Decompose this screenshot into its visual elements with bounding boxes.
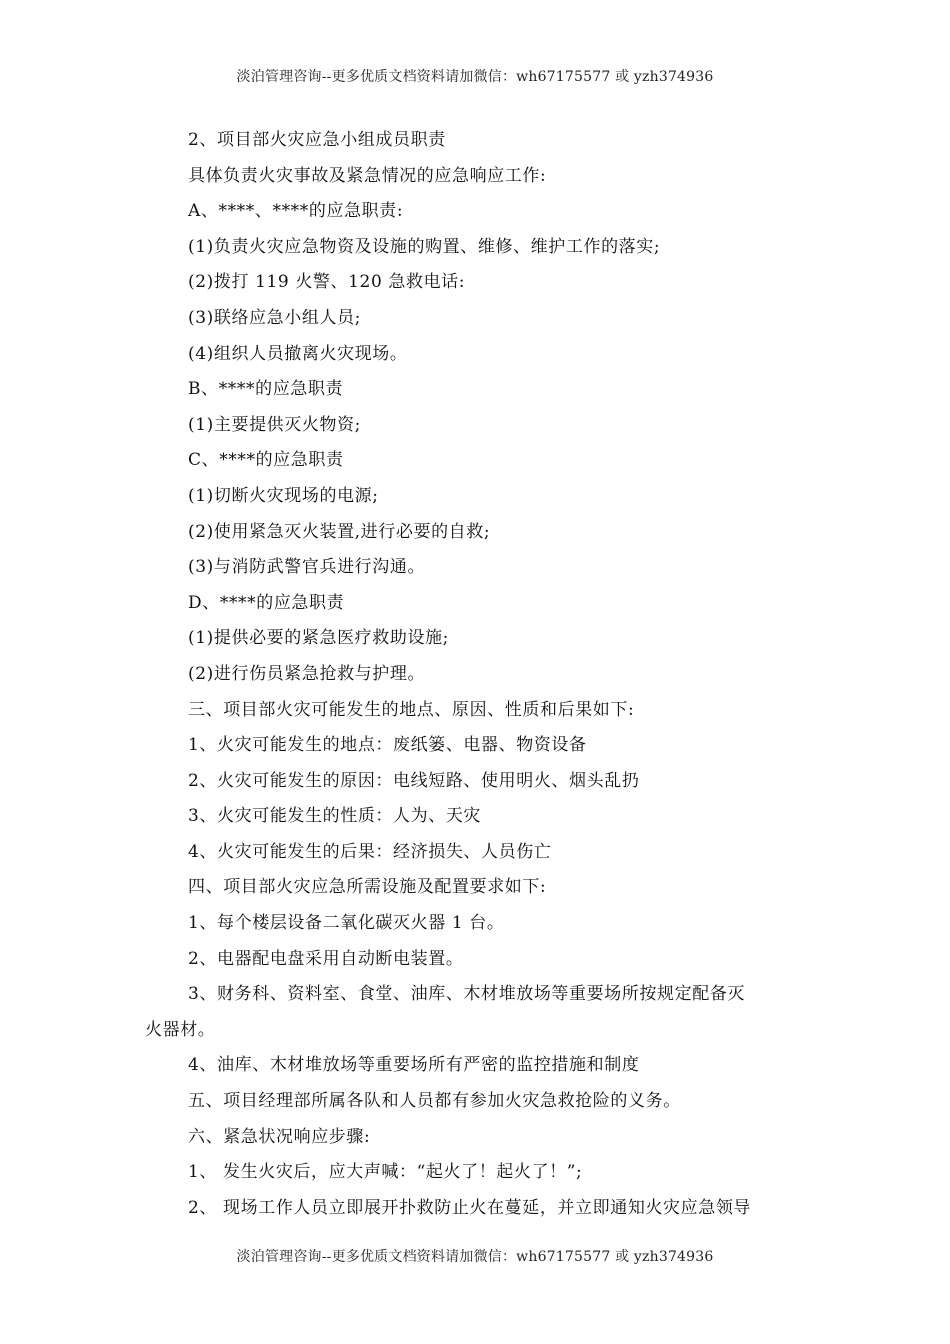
text-line: D、****的应急职责 bbox=[188, 592, 345, 613]
text-line: 4、火灾可能发生的后果：经济损失、人员伤亡 bbox=[188, 841, 552, 862]
text-line: (2)进行伤员紧急抢救与护理。 bbox=[188, 663, 426, 684]
text-line: 1、 发生火灾后，应大声喊：“起火了！起火了！”; bbox=[188, 1162, 583, 1183]
text-line: 1、火灾可能发生的地点：废纸篓、电器、物资设备 bbox=[188, 735, 587, 756]
page-footer: 淡泊管理咨询--更多优质文档资料请加微信：wh67175577 或 yzh374936 bbox=[236, 1249, 714, 1265]
text-line: (3)联络应急小组人员; bbox=[188, 307, 362, 328]
page-header: 淡泊管理咨询--更多优质文档资料请加微信：wh67175577 或 yzh374936 bbox=[236, 69, 714, 85]
text-line: 3、财务科、资料室、食堂、油库、木材堆放场等重要场所按规定配备灭 bbox=[188, 984, 746, 1005]
section-heading: 六、紧急状况响应步骤: bbox=[188, 1126, 371, 1147]
text-line: 2、项目部火灾应急小组成员职责 bbox=[188, 130, 446, 150]
section-heading: 三、项目部火灾可能发生的地点、原因、性质和后果如下: bbox=[188, 699, 635, 720]
text-line: (1)切断火灾现场的电源; bbox=[188, 485, 379, 506]
section-heading: 五、项目经理部所属各队和人员都有参加火灾急救抢险的义务。 bbox=[188, 1091, 681, 1112]
text-line: (2)使用紧急灭火装置,进行必要的自救; bbox=[188, 521, 491, 542]
text-line: C、****的应急职责 bbox=[188, 450, 344, 471]
text-line: 4、油库、木材堆放场等重要场所有严密的监控措施和制度 bbox=[188, 1055, 640, 1076]
text-line: (2)拨打 119 火警、120 急救电话: bbox=[188, 272, 466, 293]
document-body bbox=[145, 123, 810, 1226]
text-line-continuation: 火器材。 bbox=[145, 1019, 216, 1040]
text-line: (4)组织人员撤离火灾现场。 bbox=[188, 343, 408, 364]
text-line: 2、电器配电盘采用自动断电装置。 bbox=[188, 948, 464, 969]
text-line: (3)与消防武警官兵进行沟通。 bbox=[188, 557, 426, 578]
text-line: A、****、****的应急职责: bbox=[188, 201, 404, 222]
text-line: 3、火灾可能发生的性质：人为、天灾 bbox=[188, 806, 482, 827]
text-line: 1、每个楼层设备二氧化碳灭火器 1 台。 bbox=[188, 913, 505, 934]
section-heading: 四、项目部火灾应急所需设施及配置要求如下: bbox=[188, 877, 547, 898]
text-line: (1)负责火灾应急物资及设施的购置、维修、维护工作的落实; bbox=[188, 236, 661, 257]
text-line: B、****的应急职责 bbox=[188, 379, 344, 400]
text-line: 2、火灾可能发生的原因：电线短路、使用明火、烟头乱扔 bbox=[188, 770, 640, 791]
text-line: (1)提供必要的紧急医疗救助设施; bbox=[188, 628, 450, 649]
text-line: 2、 现场工作人员立即展开扑救防止火在蔓延，并立即通知火灾应急领导 bbox=[188, 1197, 752, 1218]
text-line: 具体负责火灾事故及紧急情况的应急响应工作: bbox=[188, 165, 547, 186]
text-line: (1)主要提供灭火物资; bbox=[188, 414, 362, 435]
